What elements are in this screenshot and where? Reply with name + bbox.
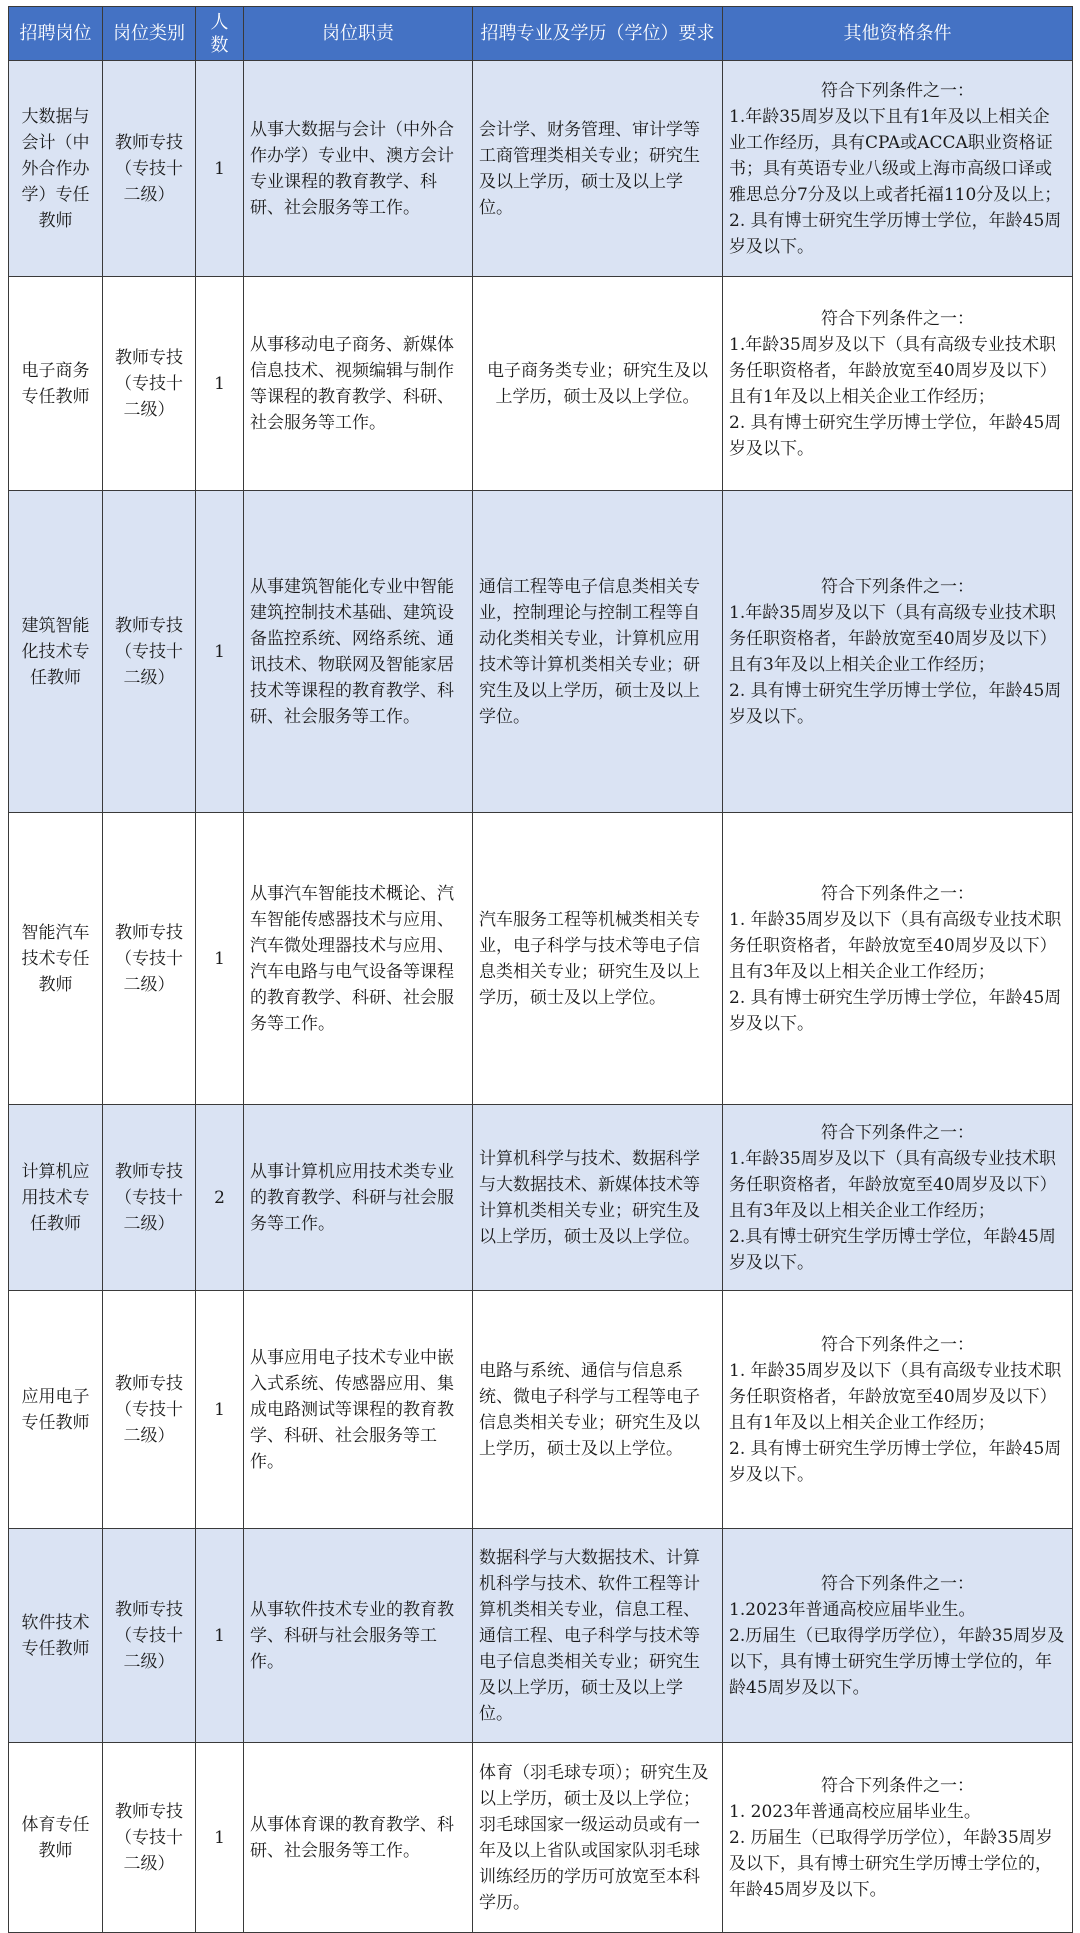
cell-position: 计算机应用技术专任教师 bbox=[9, 1105, 103, 1291]
table-row bbox=[9, 813, 1073, 1105]
cell-count: 1 bbox=[196, 1291, 244, 1529]
req-intro: 符合下列条件之一： bbox=[821, 308, 974, 329]
cell-count: 2 bbox=[196, 1105, 244, 1291]
table-row bbox=[9, 1743, 1073, 1933]
req-intro: 符合下列条件之一： bbox=[821, 883, 974, 904]
cell-category: 教师专技（专技十二级） bbox=[103, 491, 196, 813]
cell-category: 教师专技（专技十二级） bbox=[103, 1743, 196, 1933]
cell-other bbox=[723, 1291, 1073, 1529]
req-item: 1.年龄35周岁及以下且有1年及以上相关企业工作经历，具有CPA或ACCA职业资格证书；具有英语专业八级或上海市高级口译或雅思总分7分及以上或者托福110分及以上； bbox=[729, 106, 1062, 205]
header-other: 其他资格条件 bbox=[723, 7, 1073, 61]
req-item: 1. 年龄35周岁及以下（具有高级专业技术职务任职资格者，年龄放宽至40周岁及以下）且有1年及以上相关企业工作经历； bbox=[729, 1360, 1062, 1433]
header-duties: 岗位职责 bbox=[244, 7, 473, 61]
table-row bbox=[9, 491, 1073, 813]
cell-count: 1 bbox=[196, 277, 244, 491]
req-item: 1. 年龄35周岁及以下（具有高级专业技术职务任职资格者，年龄放宽至40周岁及以下）且有3年及以上相关企业工作经历； bbox=[729, 909, 1062, 982]
header-position: 招聘岗位 bbox=[9, 7, 103, 61]
cell-position: 体育专任教师 bbox=[9, 1743, 103, 1933]
cell-duties: 从事大数据与会计（中外合作办学）专业中、澳方会计专业课程的教育教学、科研、社会服务等工作。 bbox=[244, 61, 473, 277]
table-row bbox=[9, 1105, 1073, 1291]
cell-major: 电路与系统、通信与信息系统、微电子科学与工程等电子信息类相关专业；研究生及以上学历，硕士及以上学位。 bbox=[473, 1291, 723, 1529]
header-major: 招聘专业及学历（学位）要求 bbox=[473, 7, 723, 61]
cell-other bbox=[723, 1529, 1073, 1743]
cell-category: 教师专技（专技十二级） bbox=[103, 1105, 196, 1291]
req-item: 2. 历届生（已取得学历学位），年龄35周岁及以下，具有博士研究生学历博士学位的，年龄45周岁及以下。 bbox=[729, 1827, 1053, 1900]
cell-category: 教师专技（专技十二级） bbox=[103, 1529, 196, 1743]
req-item: 2. 具有博士研究生学历博士学位，年龄45周岁及以下。 bbox=[729, 210, 1062, 257]
cell-other bbox=[723, 1743, 1073, 1933]
req-intro: 符合下列条件之一： bbox=[821, 80, 974, 101]
req-item: 1. 2023年普通高校应届毕业生。 bbox=[729, 1801, 981, 1822]
req-intro: 符合下列条件之一： bbox=[821, 1122, 974, 1143]
cell-category: 教师专技（专技十二级） bbox=[103, 813, 196, 1105]
header-row bbox=[9, 7, 1073, 61]
req-item: 1.年龄35周岁及以下（具有高级专业技术职务任职资格者，年龄放宽至40周岁及以下）且有3年及以上相关企业工作经历； bbox=[729, 602, 1057, 675]
header-category: 岗位类别 bbox=[103, 7, 196, 61]
cell-duties: 从事应用电子技术专业中嵌入式系统、传感器应用、集成电路测试等课程的教育教学、科研、社会服务等工作。 bbox=[244, 1291, 473, 1529]
cell-major: 体育（羽毛球专项）；研究生及以上学历，硕士及以上学位；羽毛球国家一级运动员或有一年及以上省队或国家队羽毛球训练经历的学历可放宽至本科学历。 bbox=[473, 1743, 723, 1933]
cell-major: 数据科学与大数据技术、计算机科学与技术、软件工程等计算机类相关专业，信息工程、通信工程、电子科学与技术等电子信息类相关专业；研究生及以上学历，硕士及以上学位。 bbox=[473, 1529, 723, 1743]
cell-duties: 从事计算机应用技术类专业的教育教学、科研与社会服务等工作。 bbox=[244, 1105, 473, 1291]
cell-duties: 从事体育课的教育教学、科研、社会服务等工作。 bbox=[244, 1743, 473, 1933]
cell-position: 建筑智能化技术专任教师 bbox=[9, 491, 103, 813]
req-item: 2.历届生（已取得学历学位），年龄35周岁及以下，具有博士研究生学历博士学位的，年龄45周岁及以下。 bbox=[729, 1625, 1065, 1698]
cell-other bbox=[723, 491, 1073, 813]
cell-count: 1 bbox=[196, 491, 244, 813]
cell-category: 教师专技（专技十二级） bbox=[103, 1291, 196, 1529]
cell-major: 计算机科学与技术、数据科学与大数据技术、新媒体技术等计算机类相关专业；研究生及以上学历，硕士及以上学位。 bbox=[473, 1105, 723, 1291]
table-row bbox=[9, 61, 1073, 277]
cell-duties: 从事汽车智能技术概论、汽车智能传感器技术与应用、汽车微处理器技术与应用、汽车电路与电气设备等课程的教育教学、科研、社会服务等工作。 bbox=[244, 813, 473, 1105]
req-intro: 符合下列条件之一： bbox=[821, 576, 974, 597]
cell-position: 大数据与会计（中外合作办学）专任教师 bbox=[9, 61, 103, 277]
cell-other bbox=[723, 1105, 1073, 1291]
table-row bbox=[9, 1291, 1073, 1529]
cell-major: 电子商务类专业；研究生及以上学历，硕士及以上学位。 bbox=[473, 277, 723, 491]
cell-other bbox=[723, 277, 1073, 491]
req-item: 2. 具有博士研究生学历博士学位，年龄45周岁及以下。 bbox=[729, 987, 1062, 1034]
req-intro: 符合下列条件之一： bbox=[821, 1334, 974, 1355]
req-item: 1.2023年普通高校应届毕业生。 bbox=[729, 1599, 976, 1620]
req-item: 2. 具有博士研究生学历博士学位，年龄45周岁及以下。 bbox=[729, 680, 1062, 727]
cell-count: 1 bbox=[196, 61, 244, 277]
req-item: 2. 具有博士研究生学历博士学位，年龄45周岁及以下。 bbox=[729, 1438, 1062, 1485]
cell-category: 教师专技（专技十二级） bbox=[103, 277, 196, 491]
req-item: 1.年龄35周岁及以下（具有高级专业技术职务任职资格者，年龄放宽至40周岁及以下）且有1年及以上相关企业工作经历； bbox=[729, 334, 1057, 407]
recruitment-table bbox=[8, 6, 1073, 1933]
cell-count: 1 bbox=[196, 813, 244, 1105]
cell-position: 智能汽车技术专任教师 bbox=[9, 813, 103, 1105]
cell-position: 应用电子专任教师 bbox=[9, 1291, 103, 1529]
table-row bbox=[9, 277, 1073, 491]
cell-category: 教师专技（专技十二级） bbox=[103, 61, 196, 277]
cell-duties: 从事软件技术专业的教育教学、科研与社会服务等工作。 bbox=[244, 1529, 473, 1743]
cell-count: 1 bbox=[196, 1529, 244, 1743]
cell-position: 软件技术专任教师 bbox=[9, 1529, 103, 1743]
cell-major: 会计学、财务管理、审计学等工商管理类相关专业；研究生及以上学历，硕士及以上学位。 bbox=[473, 61, 723, 277]
req-item: 1.年龄35周岁及以下（具有高级专业技术职务任职资格者，年龄放宽至40周岁及以下）且有3年及以上相关企业工作经历； bbox=[729, 1148, 1057, 1221]
cell-other bbox=[723, 813, 1073, 1105]
cell-duties: 从事建筑智能化专业中智能建筑控制技术基础、建筑设备监控系统、网络系统、通讯技术、物联网及智能家居技术等课程的教育教学、科研、社会服务等工作。 bbox=[244, 491, 473, 813]
req-item: 2.具有博士研究生学历博士学位，年龄45周岁及以下。 bbox=[729, 1226, 1056, 1273]
cell-position: 电子商务专任教师 bbox=[9, 277, 103, 491]
cell-major: 通信工程等电子信息类相关专业，控制理论与控制工程等自动化类相关专业，计算机应用技术等计算机类相关专业；研究生及以上学历，硕士及以上学位。 bbox=[473, 491, 723, 813]
cell-count: 1 bbox=[196, 1743, 244, 1933]
req-intro: 符合下列条件之一： bbox=[821, 1573, 974, 1594]
cell-other bbox=[723, 61, 1073, 277]
cell-major: 汽车服务工程等机械类相关专业，电子科学与技术等电子信息类相关专业；研究生及以上学历，硕士及以上学位。 bbox=[473, 813, 723, 1105]
req-item: 2. 具有博士研究生学历博士学位，年龄45周岁及以下。 bbox=[729, 412, 1062, 459]
cell-duties: 从事移动电子商务、新媒体信息技术、视频编辑与制作等课程的教育教学、科研、社会服务等工作。 bbox=[244, 277, 473, 491]
req-intro: 符合下列条件之一： bbox=[821, 1775, 974, 1796]
header-count: 人数 bbox=[196, 7, 244, 61]
table-row bbox=[9, 1529, 1073, 1743]
